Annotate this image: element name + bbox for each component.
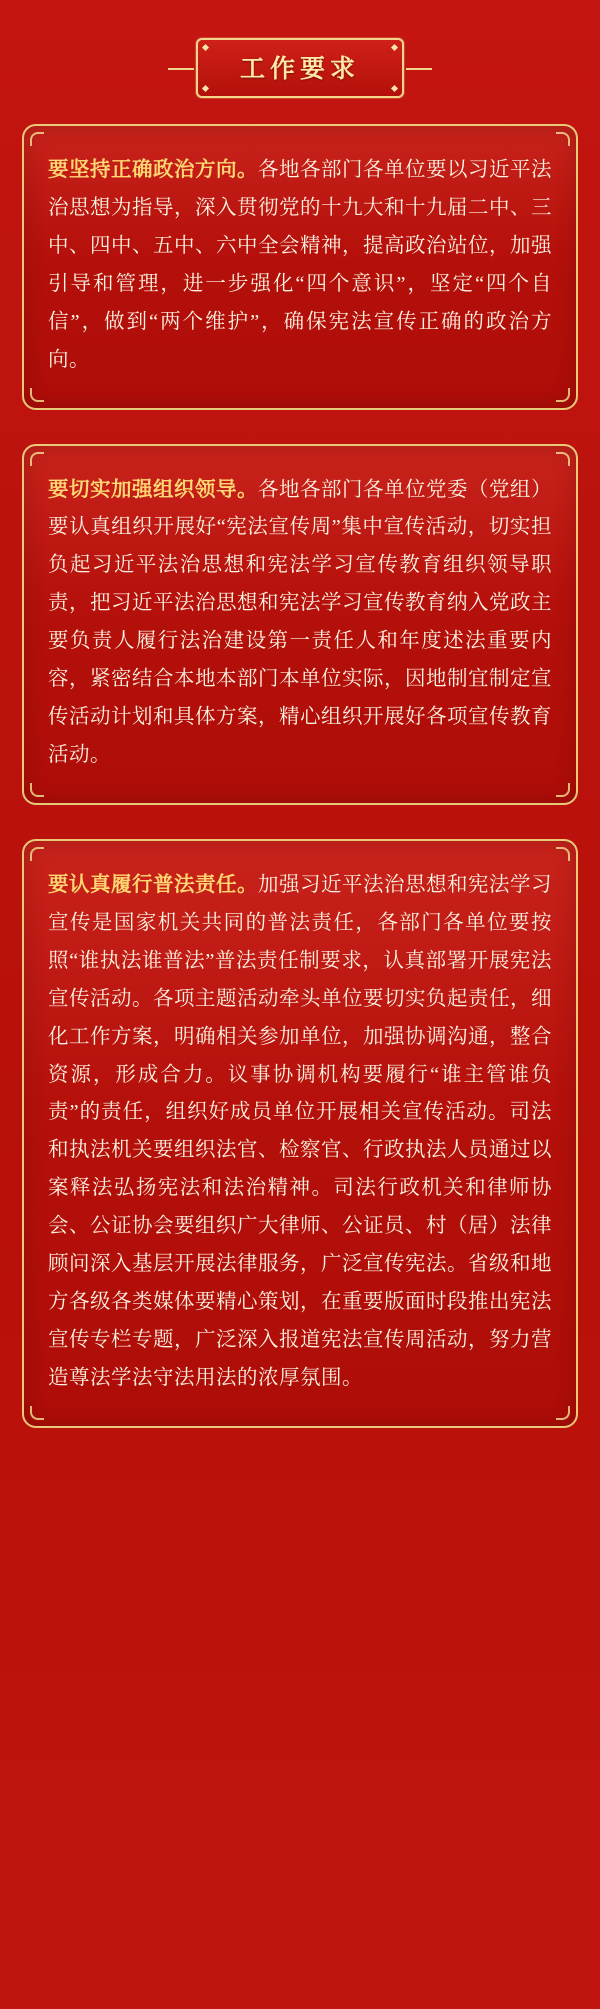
requirement-body: 各地各部门各单位党委（党组）要认真组织开展好“宪法宣传周”集中宣传活动，切实担负起习近平法治思想和宪法学习宣传教育组织领导职责，把习近平法治思想和宪法学习宣传教育纳入党政主要负责人履行法治建设第一责任人和年度述法重要内容，紧密结合本地本部门本单位实际，因地制宜制定宣传活动计划和具体方案，精心组织开展好各项宣传教育活动。 bbox=[48, 478, 552, 766]
requirement-paragraph bbox=[48, 152, 552, 380]
requirement-lead: 要认真履行普法责任。 bbox=[48, 873, 258, 896]
requirement-card-2 bbox=[22, 444, 578, 805]
corner-bracket-icon bbox=[30, 783, 44, 797]
diamond-icon bbox=[391, 85, 398, 92]
title-banner bbox=[196, 38, 404, 98]
corner-bracket-icon bbox=[30, 1406, 44, 1420]
requirement-paragraph bbox=[48, 867, 552, 1398]
requirement-card-1 bbox=[22, 124, 578, 410]
corner-bracket-icon bbox=[30, 388, 44, 402]
corner-bracket-icon bbox=[556, 388, 570, 402]
page-title: 工作要求 bbox=[239, 56, 360, 83]
corner-bracket-icon bbox=[556, 452, 570, 466]
diamond-icon bbox=[202, 85, 209, 92]
corner-bracket-icon bbox=[556, 1406, 570, 1420]
requirement-body: 各地各部门各单位要以习近平法治思想为指导，深入贯彻党的十九大和十九届二中、三中、四中、五中、六中全会精神，提高政治站位，加强引导和管理，进一步强化“四个意识”，坚定“四个自信”，做到“两个维护”，确保宪法宣传正确的政治方向。 bbox=[48, 159, 552, 371]
corner-bracket-icon bbox=[556, 783, 570, 797]
title-banner-wrap bbox=[22, 38, 578, 98]
requirement-lead: 要坚持正确政治方向。 bbox=[48, 159, 258, 181]
corner-bracket-icon bbox=[556, 132, 570, 146]
requirement-lead: 要切实加强组织领导。 bbox=[48, 478, 258, 501]
corner-bracket-icon bbox=[30, 847, 44, 861]
requirement-card-3 bbox=[22, 839, 578, 1428]
diamond-icon bbox=[391, 44, 398, 51]
diamond-icon bbox=[202, 44, 209, 51]
corner-bracket-icon bbox=[556, 847, 570, 861]
corner-bracket-icon bbox=[30, 132, 44, 146]
requirement-body: 加强习近平法治思想和宪法学习宣传是国家机关共同的普法责任，各部门各单位要按照“谁执法谁普法”普法责任制要求，认真部署开展宪法宣传活动。各项主题活动牵头单位要切实负起责任，细化工作方案，明确相关参加单位，加强协调沟通，整合资源，形成合力。议事协调机构要履行“谁主管谁负责”的责任，组织好成员单位开展相关宣传活动。司法和执法机关要组织法官、检察官、行政执法人员通过以案释法弘扬宪法和法治精神。司法行政机关和律师协会、公证协会要组织广大律师、公证员、村（居）法律顾问深入基层开展法律服务，广泛宣传宪法。省级和地方各级各类媒体要精心策划，在重要版面时段推出宪法宣传专栏专题，广泛深入报道宪法宣传周活动，努力营造尊法学法守法用法的浓厚氛围。 bbox=[48, 873, 552, 1389]
corner-bracket-icon bbox=[30, 452, 44, 466]
requirement-paragraph bbox=[48, 472, 552, 775]
